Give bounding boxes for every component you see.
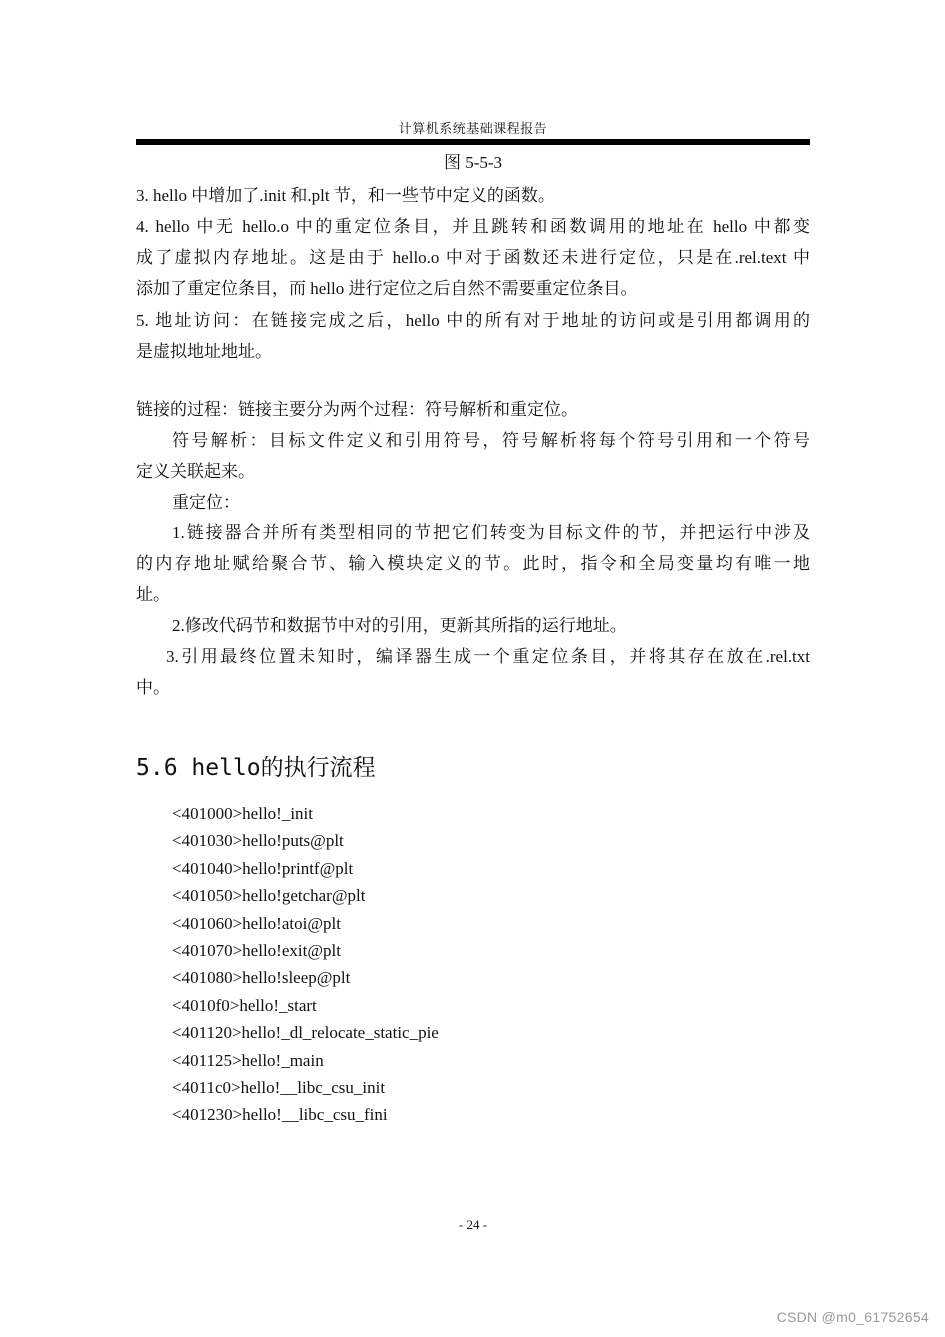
symbol-resolution <box>136 425 810 456</box>
flow-item: <401040>hello!printf@plt <box>172 858 354 878</box>
point-4-line-3: 添加了重定位条目，而 hello 进行定位之后自然不需要重定位条目。 <box>136 279 638 298</box>
point-4-cont <box>136 242 810 273</box>
flow-item: <401230>hello!__libc_csu_fini <box>172 1105 388 1125</box>
running-header-title: 计算机系统基础课程报告 <box>398 121 548 136</box>
section-heading: 5.6 hello的执行流程 <box>136 755 376 781</box>
symbol-resolution-line-1: 符号解析：目标文件定义和引用符号，符号解析将每个符号引用和一个符号 <box>172 431 810 450</box>
point-4-line-2: 成了虚拟内存地址。这是由于 hello.o 中对于函数还未进行定位，只是在.rel.text 中 <box>136 248 810 267</box>
flow-item: <401030>hello!puts@plt <box>172 831 344 851</box>
flow-item: <401080>hello!sleep@plt <box>172 968 351 988</box>
point-4-line-1: 4. hello 中无 hello.o 中的重定位条目，并且跳转和函数调用的地址在 hello 中都变 <box>136 217 810 236</box>
flow-item: <401120>hello!_dl_relocate_static_pie <box>172 1023 439 1043</box>
relocation-step-1-cont <box>136 548 810 579</box>
flow-item: <401125>hello!_main <box>172 1050 324 1070</box>
flow-item: <401050>hello!getchar@plt <box>172 886 366 906</box>
relocation-step-3 <box>136 641 810 672</box>
relocation-step-1 <box>136 517 810 548</box>
execution-flow-list <box>172 800 439 1129</box>
relocation-step-1-line-1: 1.链接器合并所有类型相同的节把它们转变为目标文件的节，并把运行中涉及 <box>172 523 810 542</box>
header-rule <box>136 139 810 145</box>
point-5-line-1: 5. 地址访问：在链接完成之后，hello 中的所有对于地址的访问或是引用都调用的 <box>136 311 810 330</box>
point-4 <box>136 211 810 242</box>
figure-caption: 图 5-5-3 <box>443 153 503 172</box>
csdn-watermark: CSDN @m0_61752654 <box>776 1309 929 1325</box>
point-5-line-2: 是虚拟地址地址。 <box>136 342 272 361</box>
symbol-resolution-line-2: 定义关联起来。 <box>136 462 255 481</box>
flow-item: <401000>hello!_init <box>172 804 313 823</box>
point-5 <box>136 305 810 336</box>
relocation-step-1-line-2: 的内存地址赋给聚合节、输入模块定义的节。此时，指令和全局变量均有唯一地 <box>136 554 810 573</box>
flow-item: <4010f0>hello!_start <box>172 995 317 1015</box>
point-3: 3. hello 中增加了.init 和.plt 节，和一些节中定义的函数。 <box>136 186 555 205</box>
relocation-title: 重定位： <box>172 493 240 512</box>
relocation-step-3-line-2: 中。 <box>136 678 170 697</box>
flow-item: <4011c0>hello!__libc_csu_init <box>172 1078 386 1098</box>
relocation-step-3-line-1: 3.引用最终位置未知时，编译器生成一个重定位条目，并将其存在放在.rel.txt <box>166 647 810 666</box>
linking-intro: 链接的过程：链接主要分为两个过程：符号解析和重定位。 <box>136 400 578 419</box>
page-number: - 24 - <box>458 1217 488 1232</box>
relocation-step-2: 2.修改代码节和数据节中对的引用，更新其所指的运行地址。 <box>172 616 627 635</box>
relocation-step-1-line-3: 址。 <box>136 585 170 604</box>
flow-item: <401070>hello!exit@plt <box>172 941 341 961</box>
flow-item: <401060>hello!atoi@plt <box>172 913 341 933</box>
